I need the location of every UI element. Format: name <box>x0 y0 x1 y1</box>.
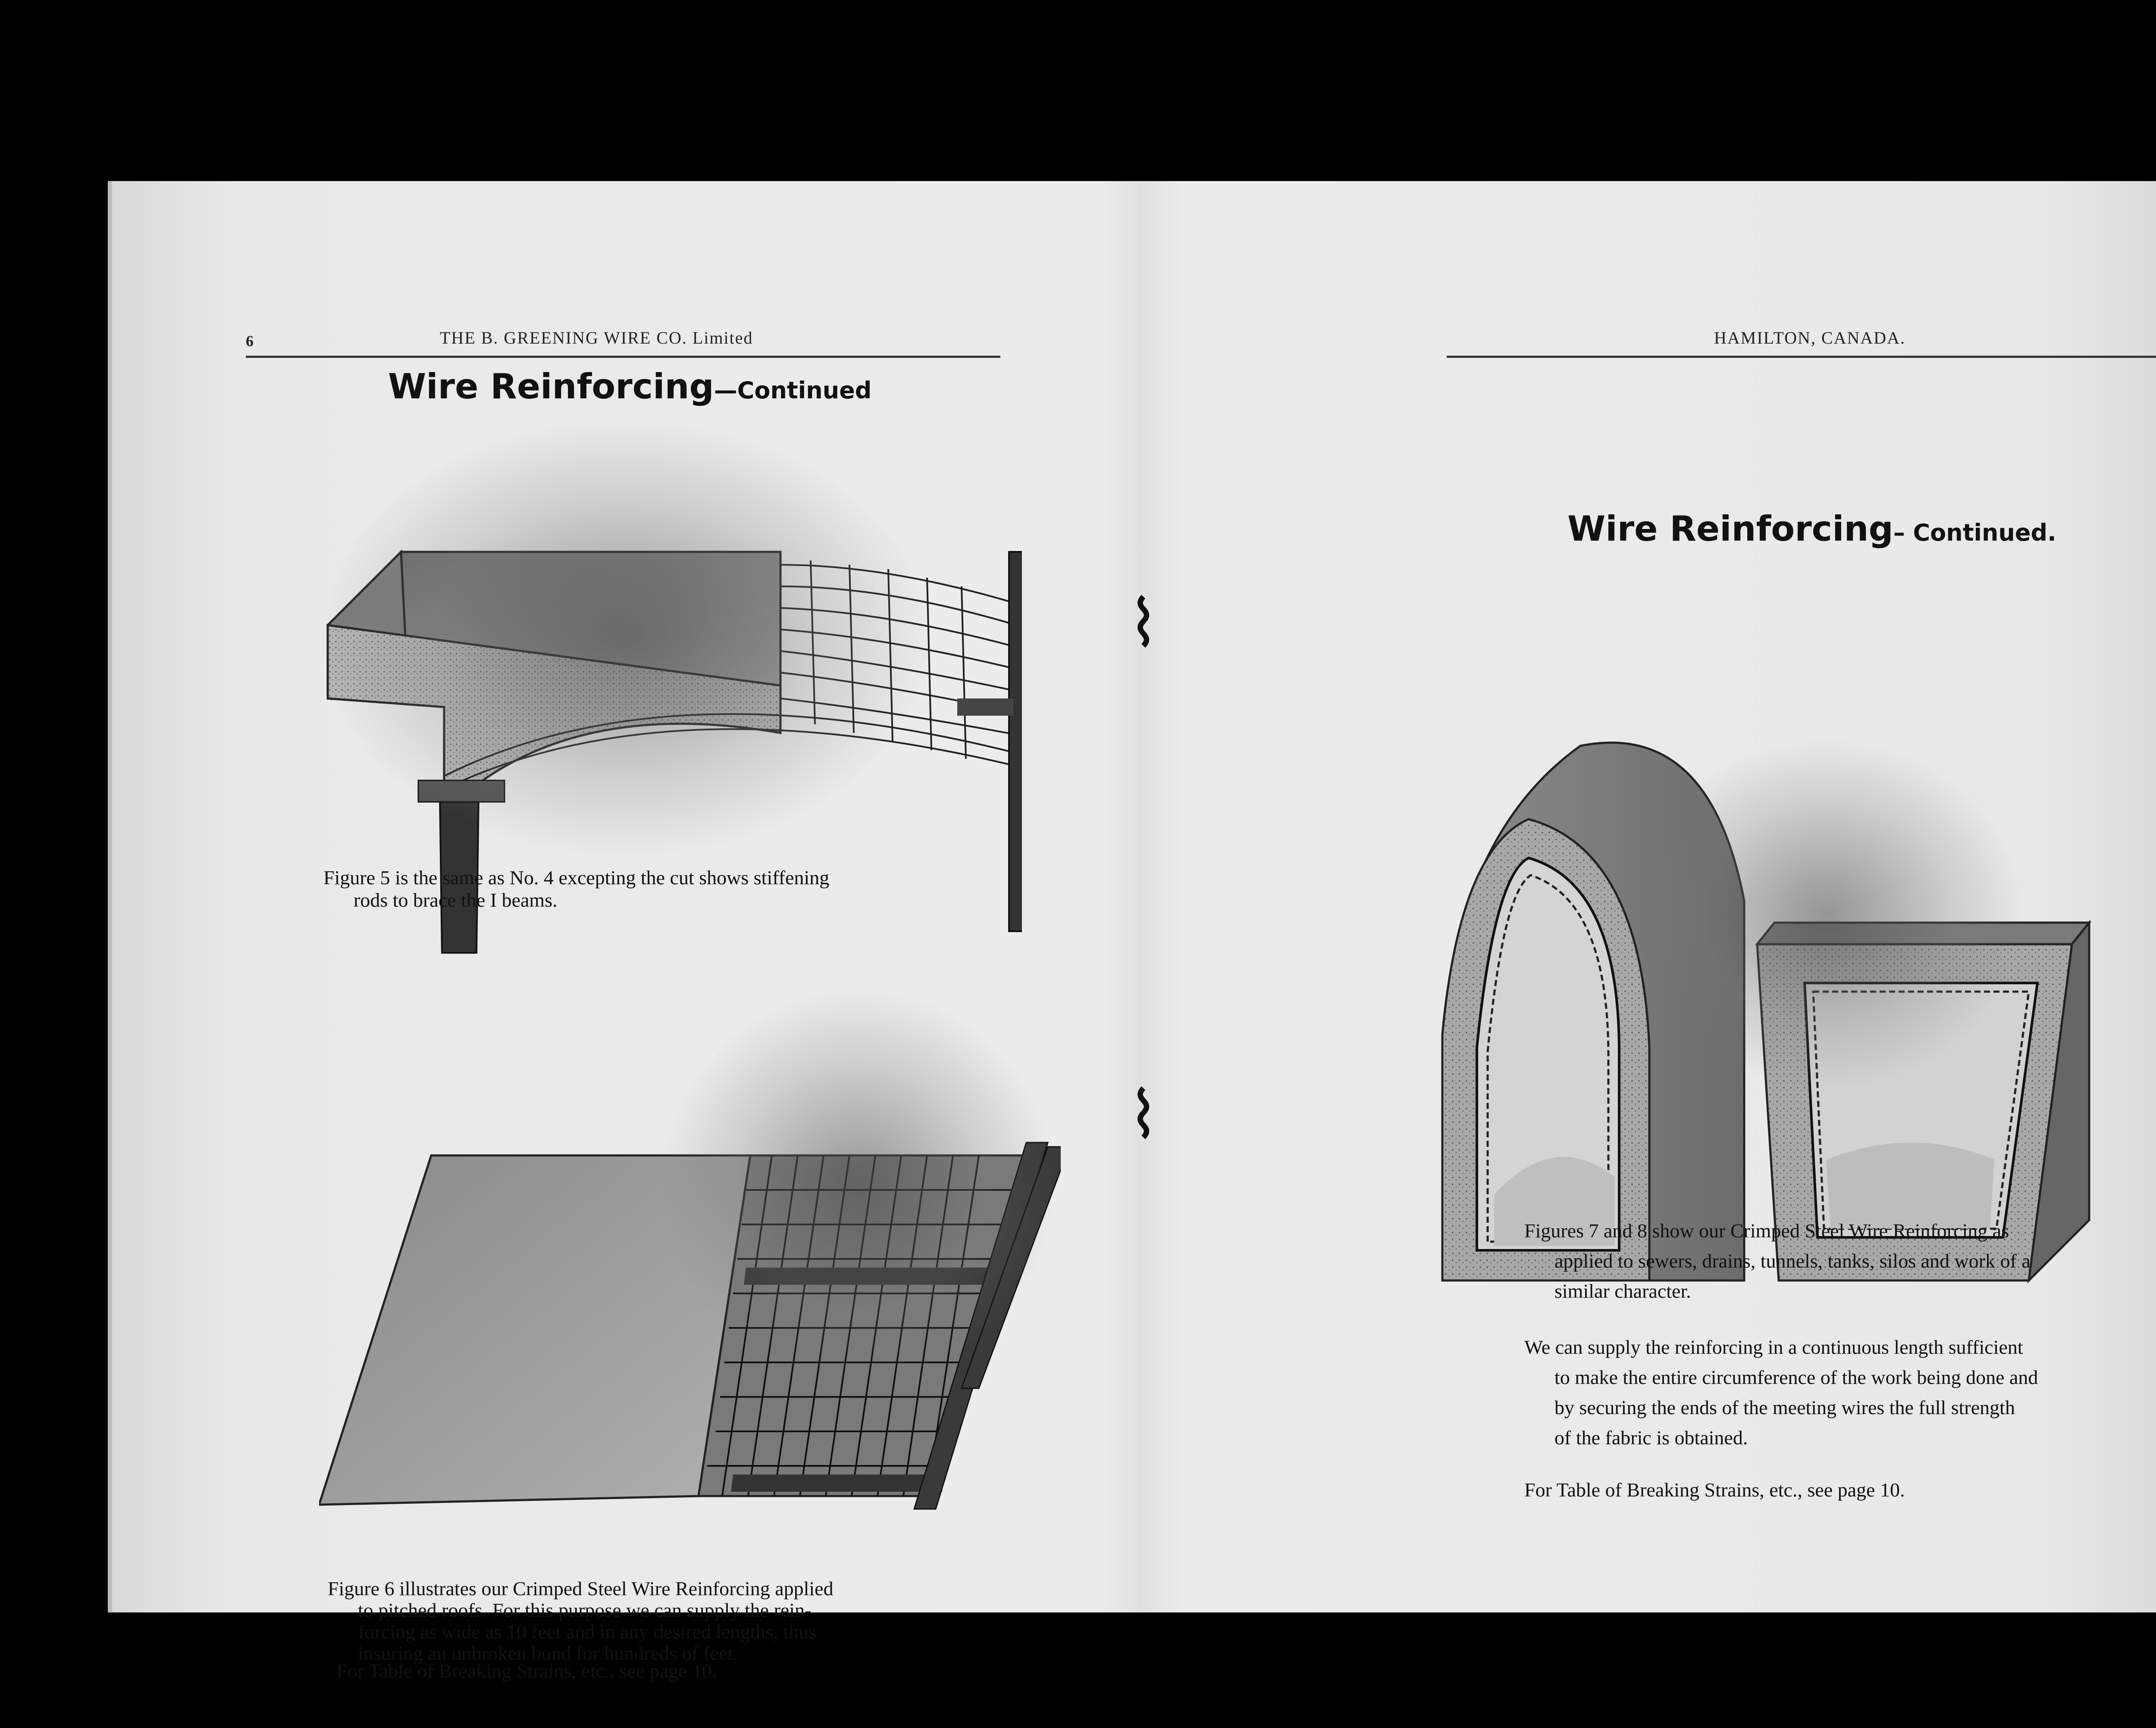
table-reference-text: For Table of Breaking Strains, etc., see page 10. <box>336 1660 717 1682</box>
left-page <box>112 181 1141 1682</box>
paragraph-2-line-3: by securing the ends of the meeting wires the full strength <box>1554 1396 2015 1418</box>
right-page-header <box>1447 315 2156 358</box>
figure-6-caption-line-4: insuring an unbroken bond for hundreds of feet. <box>358 1642 738 1664</box>
figure-6-caption <box>328 1578 1069 1664</box>
page-title <box>1567 509 2056 549</box>
paragraph-1-line-1: Figures 7 and 8 show our Crimped Steel Wire Reinforcing as <box>1524 1220 2009 1242</box>
figures-7-8-description <box>1524 1216 2156 1306</box>
figure-6-illustration <box>319 957 1061 1526</box>
supply-paragraph <box>1524 1332 2156 1453</box>
figure-6-caption-line-3: forcing as wide as 10 feet and in any desired lengths, thus <box>358 1621 816 1643</box>
title-continued: —Continued <box>714 377 872 404</box>
paragraph-1-line-3: similar character. <box>1554 1280 1691 1302</box>
left-page-header <box>246 315 1000 358</box>
table-reference-left <box>336 1660 1069 1682</box>
figure-5-caption-line-1: Figure 5 is the same as No. 4 excepting the cut shows stiffening <box>323 867 830 889</box>
figure-5-caption-line-2: rods to brace the I beams. <box>354 889 558 911</box>
book-spread <box>108 181 2156 1682</box>
figure-5-caption <box>323 867 1065 911</box>
running-head: HAMILTON, CANADA. <box>1714 328 1906 347</box>
figure-6-caption-line-1: Figure 6 illustrates our Crimped Steel Wire Reinforcing applied <box>328 1578 834 1600</box>
running-head: THE B. GREENING WIRE CO. Limited <box>440 328 753 347</box>
paragraph-2-line-2: to make the entire circumference of the work being done and <box>1554 1366 2038 1388</box>
paragraph-2-line-1: We can supply the reinforcing in a continuous length sufficient <box>1524 1336 2023 1358</box>
title-main: Wire Reinforcing <box>388 366 714 407</box>
figure-6-caption-line-2: to pitched roofs. For this purpose we can supply the rein- <box>358 1599 812 1621</box>
paragraph-2-line-4: of the fabric is obtained. <box>1554 1427 1748 1449</box>
table-reference-text: For Table of Breaking Strains, etc., see page 10. <box>1524 1479 1905 1501</box>
table-reference-right <box>1524 1479 2156 1501</box>
title-continued: – Continued. <box>1893 519 2056 546</box>
binding-staple-bottom: ⌇ <box>1128 1078 1159 1153</box>
right-page <box>1141 181 2156 1612</box>
page-title <box>388 366 871 407</box>
binding-staple-top: ⌇ <box>1128 586 1159 661</box>
title-main: Wire Reinforcing <box>1567 509 1893 549</box>
paragraph-1-line-2: applied to sewers, drains, tunnels, tanks, silos and work of a <box>1554 1250 2031 1272</box>
page-number: 6 <box>246 332 254 350</box>
